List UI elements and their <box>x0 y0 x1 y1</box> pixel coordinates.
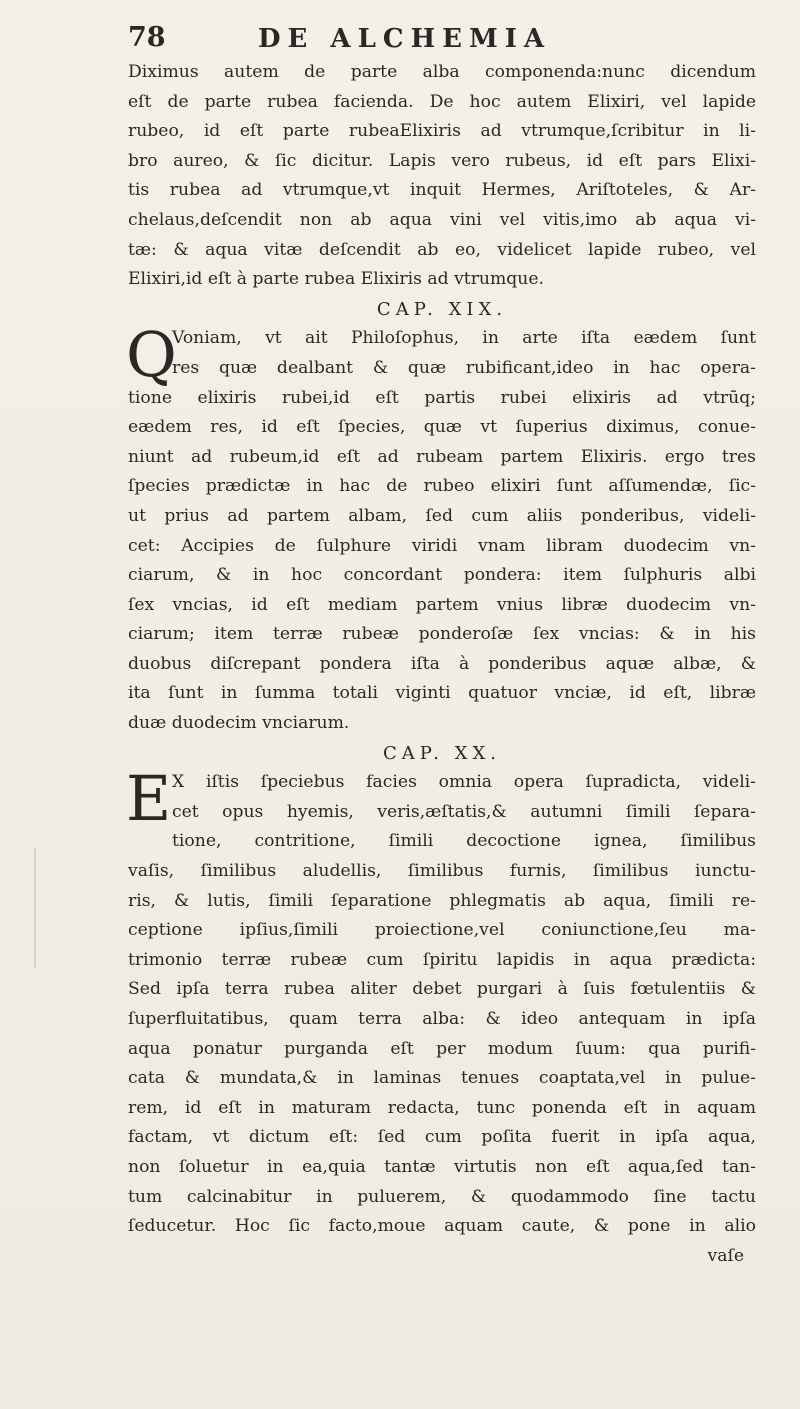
running-title: DE ALCHEMIA <box>258 24 552 54</box>
text-line: trimonio terræ rubeæ cum ſpiritu lapidis in aqua prædicta: <box>128 949 756 970</box>
text-line: duæ duodecim vnciarum. <box>128 713 350 734</box>
text-line: duobus diſcrepant pondera iſta à ponderibus aquæ albæ, & <box>128 653 756 674</box>
paragraph-1 <box>128 58 756 295</box>
chapter-20-text <box>126 762 756 1242</box>
text-line: ciarum; item terræ rubeæ ponderoſæ ſex vncias: & in his <box>128 624 756 645</box>
text-line: bro aureo, & ſic dicitur. Lapis vero rubeus, id eſt pars Elixi- <box>128 150 756 171</box>
page-number: 78 <box>128 22 166 53</box>
text-line: vaſis, ſimilibus aludellis, ſimilibus furnis, ſimilibus iunctu- <box>128 861 756 882</box>
text-line: factam, vt dictum eſt: ſed cum poſita fuerit in ipſa aqua, <box>128 1127 756 1148</box>
text-line: cata & mundata,& in laminas tenues coaptata,vel in pulue- <box>128 1068 756 1089</box>
text-line: tæ: & aqua vitæ deſcendit ab eo, videlicet lapide rubeo, vel <box>128 239 756 260</box>
text-line: niunt ad rubeum,id eſt ad rubeam partem Elixiris. ergo tres <box>128 446 756 467</box>
text-line: Elixiri,id eſt à parte rubea Elixiris ad vtrumque. <box>128 269 545 290</box>
text-line: tum calcinabitur in puluerem, & quodammodo ſine tactu <box>128 1186 756 1207</box>
text-line: Voniam, vt ait Philoſophus, in arte iſta eædem ſunt <box>172 328 756 349</box>
text-line: tis rubea ad vtrumque,vt inquit Hermes, Ariſtoteles, & Ar- <box>128 180 756 201</box>
text-line: rem, id eſt in maturam redacta, tunc ponenda eſt in aquam <box>128 1097 756 1118</box>
text-line: ſex vncias, id eſt mediam partem vnius libræ duodecim vn- <box>128 594 756 615</box>
text-line: X iſtis ſpeciebus facies omnia opera ſupradicta, videli- <box>172 772 756 793</box>
text-line: Sed ipſa terra rubea aliter debet purgari à ſuis fœtulentiis & <box>128 979 756 1000</box>
chapter-heading-xix: CAP. XIX. <box>376 298 508 320</box>
text-line: tione elixiris rubei,id eſt partis rubei elixiris ad vtrūq; <box>128 387 756 408</box>
drop-capital: E <box>126 762 172 836</box>
chapter-heading-xx: CAP. XX. <box>382 742 502 764</box>
text-line: ita ſunt in ſumma totali viginti quatuor vnciæ, id eſt, libræ <box>128 683 756 704</box>
text-line: non ſoluetur in ea,quia tantæ virtutis non eſt aqua,ſed tan- <box>128 1156 756 1177</box>
text-line: Diximus autem de parte alba componenda:nunc dicendum <box>128 62 756 82</box>
text-line: tione, contritione, ſimili decoctione ignea, ſimilibus <box>172 831 756 852</box>
body-text <box>128 58 756 1271</box>
text-line: chelaus,deſcendit non ab aqua vini vel vitis,imo ab aqua vi- <box>128 209 756 230</box>
text-line: ſeducetur. Hoc ſic facto,moue aquam caute, & pone in alio <box>128 1216 756 1237</box>
text-line: aqua ponatur purganda eſt per modum ſuum: qua purifi- <box>128 1038 756 1059</box>
text-line: ceptione ipſius,ſimili proiectione,vel coniunctione,ſeu ma- <box>128 920 756 941</box>
text-line: eſt de parte rubea facienda. De hoc autem Elixiri, vel lapide <box>128 91 756 112</box>
catchword: vaſe <box>707 1245 744 1266</box>
text-line: eædem res, id eſt ſpecies, quæ vt ſuperius diximus, conue- <box>128 417 756 438</box>
text-line: cet opus hyemis, veris,æſtatis,& autumni ſimili ſepara- <box>172 801 756 822</box>
text-line: rubeo, id eſt parte rubeaElixiris ad vtrumque,ſcribitur in li- <box>128 121 756 142</box>
text-line: ſuperfluitatibus, quam terra alba: & ideo antequam in ipſa <box>128 1009 756 1029</box>
text-line: ris, & lutis, ſimili ſeparatione phlegmatis ab aqua, ſimili re- <box>128 890 756 911</box>
page-header <box>128 22 748 58</box>
text-line: ciarum, & in hoc concordant pondera: item ſulphuris albi <box>128 565 756 586</box>
chapter-19-text <box>126 318 756 738</box>
margin-shadow <box>34 848 36 968</box>
text-line: cet: Accipies de ſulphure viridi vnam libram duodecim vn- <box>128 535 756 556</box>
text-line: res quæ dealbant & quæ rubificant,ideo in hac opera- <box>172 357 756 378</box>
drop-capital: Q <box>126 318 177 392</box>
text-line: ut prius ad partem albam, ſed cum aliis ponderibus, videli- <box>128 505 756 526</box>
text-line: ſpecies prædictæ in hac de rubeo elixiri ſunt aſſumendæ, ſic- <box>128 476 756 497</box>
